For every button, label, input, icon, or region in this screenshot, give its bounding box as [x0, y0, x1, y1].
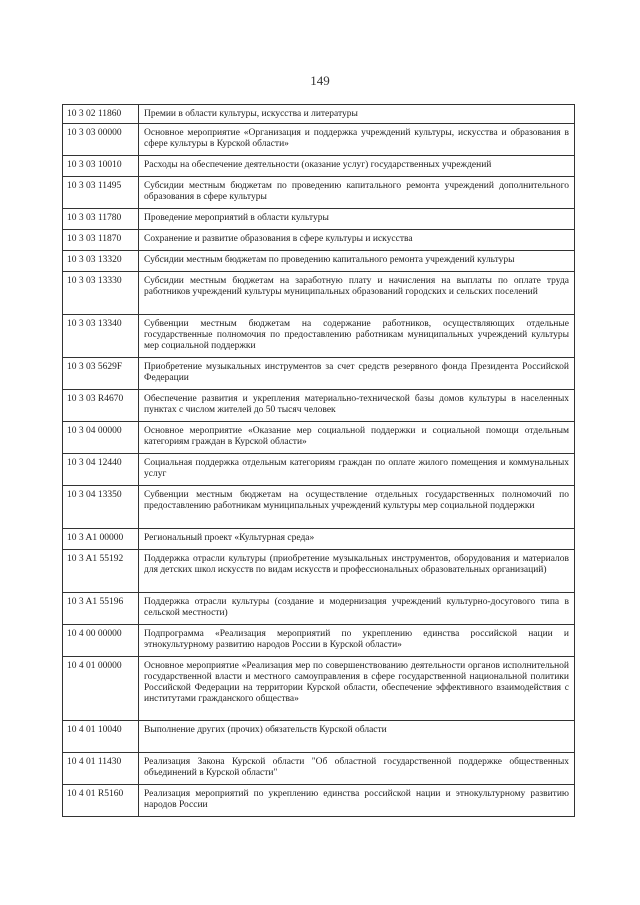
row-code: 10 3 04 13350 — [63, 486, 139, 529]
table-row — [63, 358, 575, 390]
row-code: 10 4 01 10040 — [63, 721, 139, 753]
row-name: Обеспечение развития и укрепления материально-технической базы домов культуры в населенных пунктах с числом жителей до 50 тысяч человек — [139, 390, 575, 422]
table-row — [63, 390, 575, 422]
table-body — [63, 105, 575, 817]
row-name: Субсидии местным бюджетам по проведению капитального ремонта учреждений дополнительного образования в сфере культуры — [139, 177, 575, 209]
row-name: Реализация мероприятий по укреплению единства российской нации и этнокультурному развитию народов России — [139, 785, 575, 817]
row-name: Проведение мероприятий в области культуры — [139, 209, 575, 230]
row-name: Выполнение других (прочих) обязательств Курской области — [139, 721, 575, 753]
table-row — [63, 454, 575, 486]
row-name: Поддержка отрасли культуры (создание и модернизация учреждений культурно-досугового типа в сельской местности) — [139, 593, 575, 625]
row-name: Региональный проект «Культурная среда» — [139, 529, 575, 550]
table-row — [63, 529, 575, 550]
row-code: 10 3 03 13340 — [63, 315, 139, 358]
table-row — [63, 230, 575, 251]
row-code: 10 4 01 11430 — [63, 753, 139, 785]
table-row — [63, 124, 575, 156]
row-code: 10 3 A1 55196 — [63, 593, 139, 625]
row-name: Основное мероприятие «Организация и поддержка учреждений культуры, искусства и образования в сфере культуры в Курской области» — [139, 124, 575, 156]
page-number: 149 — [310, 73, 330, 88]
table-row — [63, 209, 575, 230]
row-name: Сохранение и развитие образования в сфере культуры и искусства — [139, 230, 575, 251]
table-row — [63, 785, 575, 817]
table-row — [63, 550, 575, 593]
table-row — [63, 272, 575, 315]
row-code: 10 3 03 11870 — [63, 230, 139, 251]
table-row — [63, 156, 575, 177]
row-code: 10 4 01 R5160 — [63, 785, 139, 817]
row-name: Поддержка отрасли культуры (приобретение музыкальных инструментов, оборудования и материалов для детских школ искусств по видам искусств и профессиональных образовательных организаций) — [139, 550, 575, 593]
budget-classification-table — [62, 104, 575, 817]
row-name: Приобретение музыкальных инструментов за счет средств резервного фонда Президента Российской Федерации — [139, 358, 575, 390]
table-row — [63, 625, 575, 657]
table-row — [63, 657, 575, 721]
row-code: 10 3 03 00000 — [63, 124, 139, 156]
row-code: 10 4 01 00000 — [63, 657, 139, 721]
row-code: 10 3 02 11860 — [63, 105, 139, 124]
table-row — [63, 593, 575, 625]
row-name: Премии в области культуры, искусства и литературы — [139, 105, 575, 124]
table-row — [63, 486, 575, 529]
row-code: 10 3 03 11780 — [63, 209, 139, 230]
row-name: Субвенции местным бюджетам на осуществление отдельных государственных полномочий по предоставлению работникам муниципальных учреждений культуры мер социальной поддержки — [139, 486, 575, 529]
row-name: Расходы на обеспечение деятельности (оказание услуг) государственных учреждений — [139, 156, 575, 177]
row-code: 10 4 00 00000 — [63, 625, 139, 657]
row-name: Основное мероприятие «Реализация мер по совершенствованию деятельности органов исполнительной государственной власти и местного самоуправления в сфере государственной национальной политики Российской Федерации на территории Курской области, обеспечение эффективного взаимодействия с институтами гражданского общества» — [139, 657, 575, 721]
row-name: Подпрограмма «Реализация мероприятий по укреплению единства российской нации и этнокультурному развитию народов России в Курской области» — [139, 625, 575, 657]
row-code: 10 3 A1 00000 — [63, 529, 139, 550]
table-row — [63, 251, 575, 272]
table-row — [63, 315, 575, 358]
row-code: 10 3 03 13330 — [63, 272, 139, 315]
row-code: 10 3 03 R4670 — [63, 390, 139, 422]
row-code: 10 3 03 10010 — [63, 156, 139, 177]
row-code: 10 3 04 12440 — [63, 454, 139, 486]
table-row — [63, 721, 575, 753]
row-code: 10 3 03 13320 — [63, 251, 139, 272]
row-code: 10 3 03 5629F — [63, 358, 139, 390]
row-code: 10 3 03 11495 — [63, 177, 139, 209]
row-code: 10 3 A1 55192 — [63, 550, 139, 593]
table-row — [63, 105, 575, 124]
table-row — [63, 753, 575, 785]
table-row — [63, 422, 575, 454]
row-name: Субсидии местным бюджетам на заработную плату и начисления на выплаты по оплате труда работников учреждений культуры муниципальных образований городских и сельских поселений — [139, 272, 575, 315]
row-name: Субвенции местным бюджетам на содержание работников, осуществляющих отдельные государственные полномочия по предоставлению работникам муниципальных учреждений культуры мер социальной поддержки — [139, 315, 575, 358]
row-name: Социальная поддержка отдельным категориям граждан по оплате жилого помещения и коммунальных услуг — [139, 454, 575, 486]
row-name: Реализация Закона Курской области "Об областной государственной поддержке общественных объединений в Курской области" — [139, 753, 575, 785]
row-code: 10 3 04 00000 — [63, 422, 139, 454]
row-name: Субсидии местным бюджетам по проведению капитального ремонта учреждений культуры — [139, 251, 575, 272]
row-name: Основное мероприятие «Оказание мер социальной поддержки и социальной помощи отдельным категориям граждан в Курской области» — [139, 422, 575, 454]
table-row — [63, 177, 575, 209]
